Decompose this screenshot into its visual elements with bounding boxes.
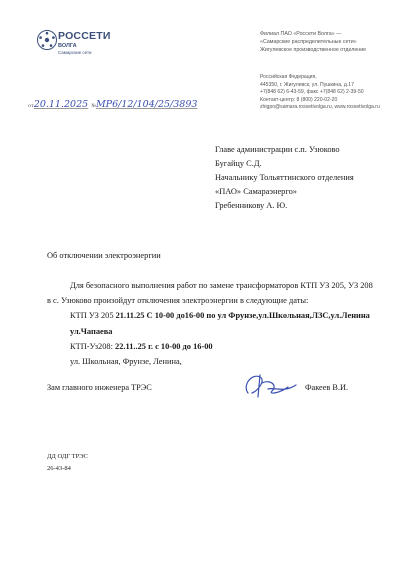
- addressee-line: Главе администрации с.п. Узюково: [215, 145, 340, 154]
- registration-line: [28, 99, 197, 110]
- outage-item-2-details: 22.11..25 г. с 10-00 до 16-00: [115, 342, 213, 351]
- branch-line: Жигулевское производственное отделение: [260, 46, 367, 53]
- addressee-line: Гребенникову А. Ю.: [215, 200, 288, 210]
- addressee-line: Бугайцу С.Д.: [215, 158, 262, 168]
- outage-item-2-streets: ул. Школьная, Фрунзе, Ленина,: [70, 357, 182, 366]
- registration-number: МР6/12/104/25/3893: [95, 99, 198, 110]
- letter-subject: Об отключении электроэнергии: [47, 251, 161, 260]
- addressee-block: [215, 143, 354, 213]
- outage-item-1-label: КТП УЗ 205: [70, 311, 116, 320]
- date-prefix: от: [28, 103, 34, 109]
- signatory-name: Факеев В.И.: [305, 383, 349, 392]
- contact-line: zhigpo@samara.rossetivolga.ru, www.rossetivolga.ru: [260, 104, 380, 110]
- contact-line: Российская Федерация,: [260, 74, 317, 80]
- signatory-position: Зам главного инженера ТРЭС: [47, 383, 152, 392]
- contact-line: 445350, г. Жигулевск, ул. Пушкина, д.17: [260, 81, 354, 88]
- logo-tagline: Самарские сети: [58, 50, 92, 55]
- logo-name: РОССЕТИ: [58, 30, 111, 42]
- outage-item-1: [70, 311, 370, 320]
- outage-item-1-cont: ул.Чапаева: [70, 327, 113, 336]
- rosseti-logo-icon: [37, 30, 57, 50]
- outage-item-2: [70, 342, 213, 351]
- footer-dept: ДД ОДГ ТРЭС: [47, 453, 88, 460]
- logo-region: ВОЛГА: [58, 43, 77, 49]
- body-line: Для безопасного выполнения работ по замене трансформаторов КТП УЗ 205, УЗ 208: [70, 281, 373, 290]
- branch-line: «Самарские распределительные сети»: [260, 38, 357, 45]
- registration-date: 20.11.2025: [33, 99, 89, 110]
- signature-image: [238, 367, 306, 401]
- footer-phone: 26-43-84: [47, 465, 71, 472]
- contact-line: Контакт-центр: 8 (800) 220-02-20: [260, 96, 338, 103]
- contact-line: +7(848 62) 6-43-59, факс +7(848 62) 2-39-50: [260, 89, 364, 95]
- branch-line: Филиал ПАО «Россети Волга» —: [260, 31, 342, 37]
- body-line: в с. Узюково произойдут отключения электроэнергии в следующие даты:: [47, 296, 309, 305]
- outage-item-2-label: КТП-Уз208:: [70, 342, 116, 351]
- addressee-line: Начальнику Тольяттинского отделения: [215, 172, 354, 182]
- branch-info: [260, 31, 395, 54]
- contact-info: [260, 74, 398, 112]
- outage-item-1-details: 21.11.25 С 10-00 до16-00 по ул Фрунзе,ул.Школьная,ЛЗС,ул.Ленина: [115, 311, 370, 320]
- addressee-line: «ПАО» Самараэнерго»: [215, 186, 297, 196]
- number-prefix: №: [91, 103, 96, 109]
